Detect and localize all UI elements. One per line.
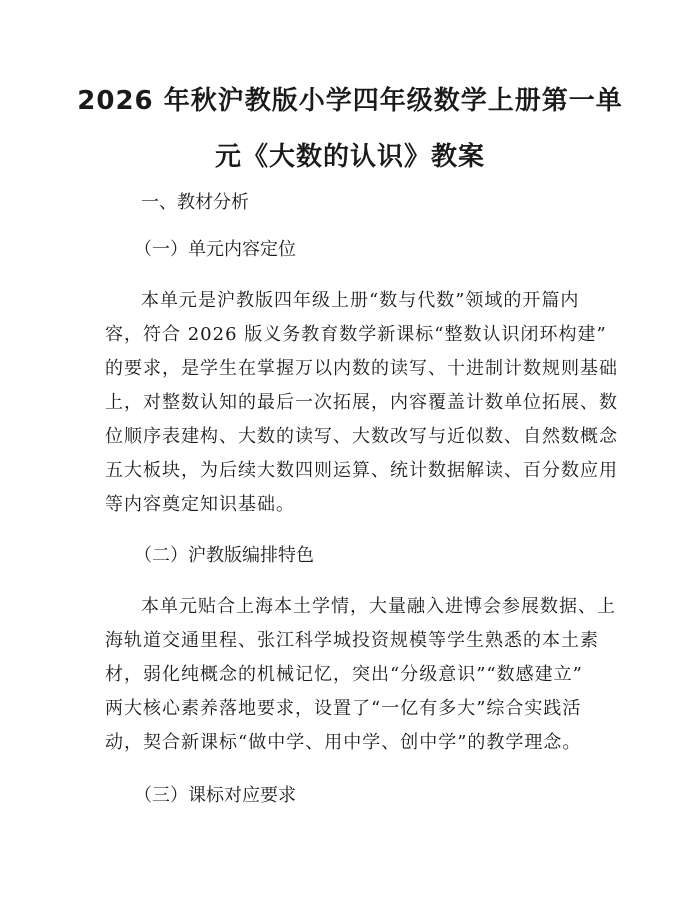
paragraph-line: 的要求，是学生在掌握万以内数的读写、十进制计数规则基础	[105, 358, 618, 379]
paragraph-line: 海轨道交通里程、张江科学城投资规模等学生熟悉的本土素	[105, 630, 599, 651]
paragraph-line: 位顺序表建构、大数的读写、大数改写与近似数、自然数概念	[105, 426, 618, 447]
document-title-line-1: 2026 年秋沪教版小学四年级数学上册第一单	[77, 86, 623, 116]
paragraph-line: 本单元贴合上海本土学情，大量融入进博会参展数据、上	[141, 596, 616, 617]
document-title-line-2: 元《大数的认识》教案	[214, 142, 485, 172]
paragraph-line: 等内容奠定知识基础。	[105, 494, 295, 515]
paragraph-line: 材，弱化纯概念的机械记忆，突出“分级意识”“数感建立”	[105, 664, 583, 685]
paragraph-line: 容，符合 2026 版义务教育数学新课标“整数认识闭环构建”	[105, 324, 607, 345]
paragraph-line: 上，对整数认知的最后一次拓展，内容覆盖计数单位拓展、数	[105, 392, 618, 413]
paragraph-line: 两大核心素养落地要求，设置了“一亿有多大”综合实践活	[105, 698, 582, 719]
subsection-heading-edition-features: （二）沪教版编排特色	[134, 545, 314, 566]
subsection-heading-curriculum-requirements: （三）课标对应要求	[134, 785, 296, 806]
paragraph-unit-positioning	[105, 284, 618, 522]
paragraph-line: 本单元是沪教版四年级上册“数与代数”领域的开篇内	[141, 290, 580, 311]
paragraph-line: 五大板块，为后续大数四则运算、统计数据解读、百分数应用	[105, 460, 618, 481]
subsection-heading-unit-positioning: （一）单元内容定位	[134, 239, 296, 260]
section-heading-textbook-analysis: 一、教材分析	[141, 192, 249, 213]
paragraph-line: 动，契合新课标“做中学、用中学、创中学”的教学理念。	[105, 732, 582, 753]
paragraph-edition-features	[105, 590, 616, 760]
